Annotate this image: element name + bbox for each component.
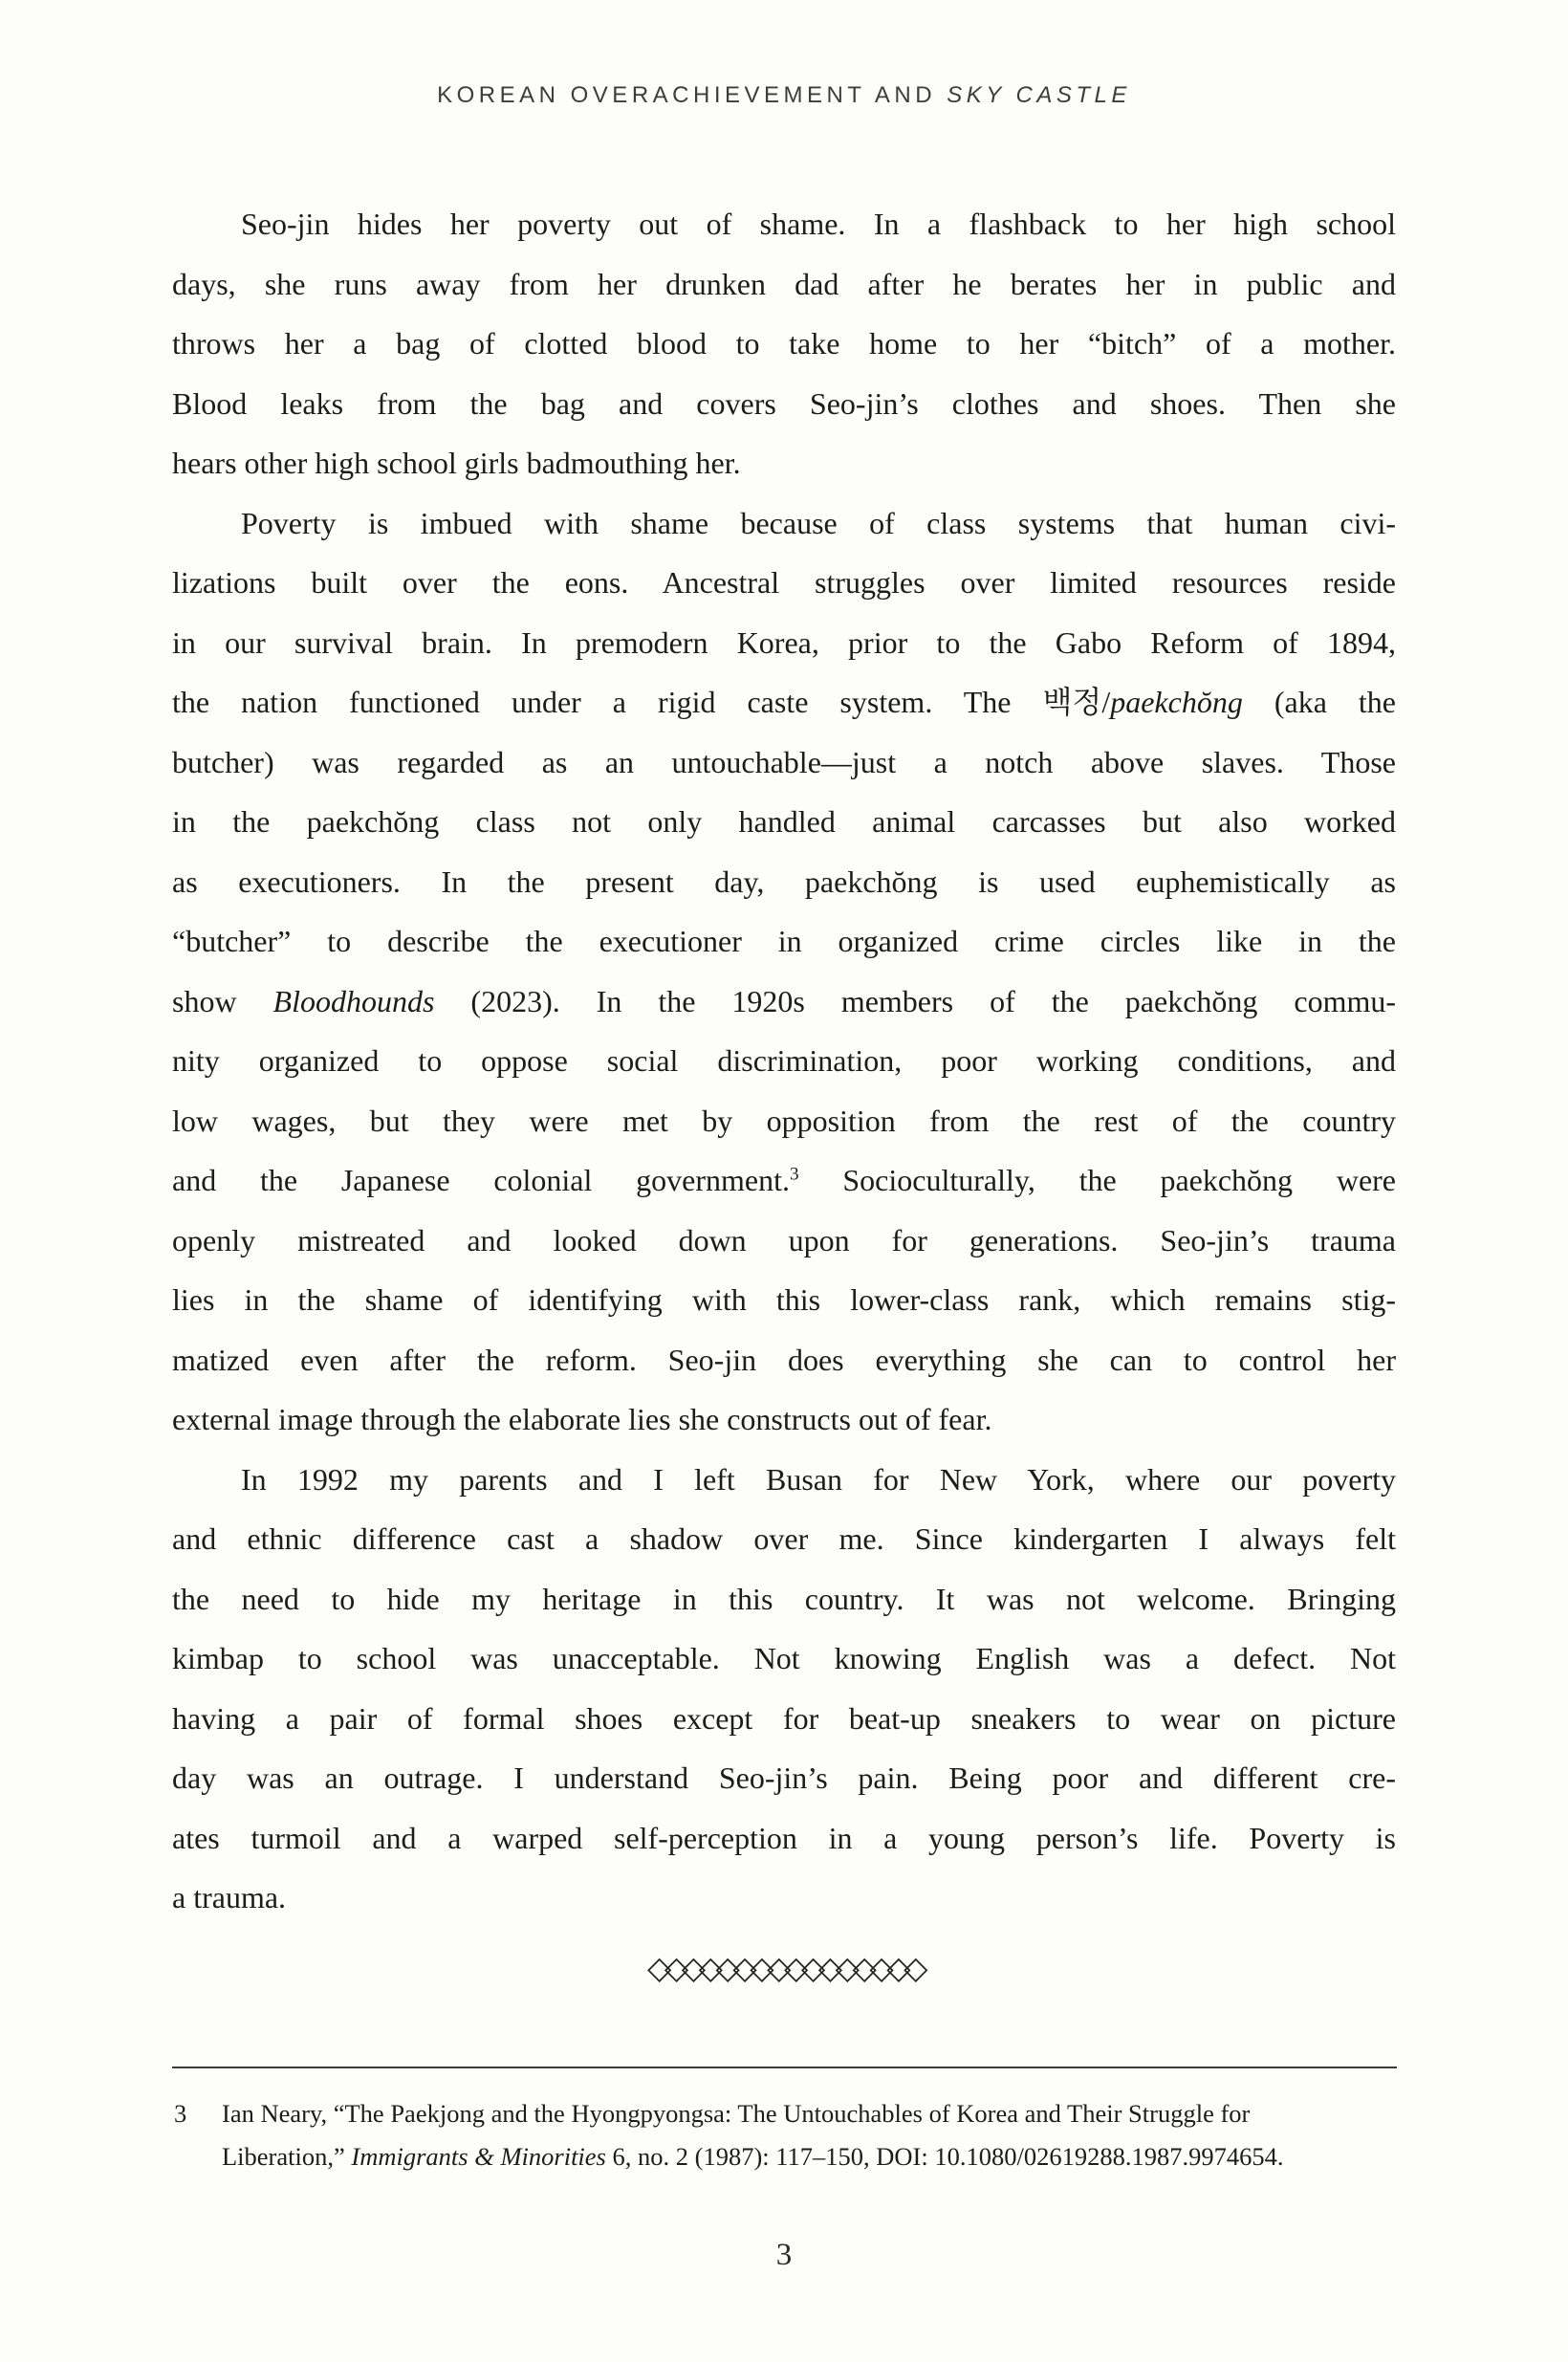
text-line <box>172 1031 1396 1091</box>
paragraph <box>172 1450 1396 1928</box>
text-line <box>172 1270 1396 1330</box>
running-header-book-title: SKY CASTLE <box>947 82 1131 108</box>
text-line <box>172 672 1396 733</box>
text-segment: Seo-jin hides her poverty out of shame. In a flashback to her high school <box>241 207 1396 241</box>
italic-text: Immigrants & Minorities <box>351 2142 606 2171</box>
running-header-title: KOREAN OVERACHIEVEMENT AND <box>437 82 947 108</box>
text-line <box>172 1868 1396 1928</box>
text-segment: kimbap to school was unacceptable. Not knowing English was a defect. Not <box>172 1641 1396 1675</box>
text-segment: a trauma. <box>172 1880 287 1914</box>
text-line <box>172 1509 1396 1569</box>
running-header <box>0 82 1568 109</box>
text-line <box>172 553 1396 613</box>
text-line <box>172 733 1396 793</box>
footnote-rule <box>172 2067 1397 2068</box>
text-line <box>172 1150 1396 1211</box>
text-segment: (2023). In the 1920s members of the paekchŏng commu- <box>434 983 1397 1018</box>
text-segment: ates turmoil and a warped self-perception in a young person’s life. Poverty is <box>172 1820 1396 1855</box>
text-segment: butcher) was regarded as an untouchable—just a notch above slaves. Those <box>172 744 1396 779</box>
footnote-line <box>222 2092 1396 2135</box>
text-line <box>172 1450 1396 1510</box>
text-line <box>172 194 1396 254</box>
text-line <box>172 613 1396 673</box>
text-segment: external image through the elaborate lies she constructs out of fear. <box>172 1402 992 1436</box>
footnote-number: 3 <box>174 2099 187 2128</box>
text-segment: openly mistreated and looked down upon for generations. Seo-jin’s trauma <box>172 1222 1396 1258</box>
text-line <box>172 911 1396 972</box>
text-segment: as executioners. In the present day, paekchŏng is used euphemistically as <box>172 864 1396 899</box>
text-line <box>172 433 1396 493</box>
text-segment: Blood leaks from the bag and covers Seo-jin’s clothes and shoes. Then she <box>172 385 1396 421</box>
text-segment: having a pair of formal shoes except for beat-up sneakers to wear on picture <box>172 1700 1396 1736</box>
text-segment: and the Japanese colonial government. <box>172 1163 791 1197</box>
footnote-line <box>222 2135 1396 2178</box>
text-line <box>172 1389 1396 1450</box>
text-segment: day was an outrage. I understand Seo-jin’s pain. Being poor and different cre- <box>172 1761 1396 1795</box>
text-line <box>172 1629 1396 1689</box>
text-line <box>172 1091 1396 1151</box>
paragraph <box>172 493 1396 1450</box>
text-segment: lies in the shame of identifying with this lower-class rank, which remains stig- <box>172 1282 1396 1317</box>
text-segment: in the paekchŏng class not only handled animal carcasses but also worked <box>172 804 1396 839</box>
text-segment: in our survival brain. In premodern Korea, prior to the Gabo Reform of 1894, <box>172 624 1396 660</box>
text-line <box>172 1748 1396 1808</box>
footnote-lines <box>222 2092 1396 2178</box>
page-number: 3 <box>775 2238 793 2272</box>
text-segment: In 1992 my parents and I left Busan for New York, where our poverty <box>241 1461 1396 1497</box>
footnote-reference-marker: 3 <box>790 1164 799 1185</box>
text-segment: the need to hide my heritage in this country. It was not welcome. Bringing <box>172 1581 1396 1616</box>
text-segment: nity organized to oppose social discrimination, poor working conditions, and <box>172 1043 1396 1078</box>
text-line <box>172 374 1396 434</box>
body-text <box>172 194 1396 1928</box>
paragraph <box>172 194 1396 493</box>
text-segment: the nation functioned under a rigid caste system. The 백정/ <box>172 685 1111 719</box>
text-segment: show <box>172 983 273 1018</box>
italic-text: paekchŏng <box>1110 685 1243 719</box>
text-line <box>172 493 1396 554</box>
text-segment: 6, no. 2 (1987): 117–150, DOI: 10.1080/02619288.1987.9974654. <box>605 2142 1284 2171</box>
text-line <box>172 1689 1396 1749</box>
italic-text: Bloodhounds <box>272 983 435 1018</box>
text-segment: days, she runs away from her drunken dad after he berates her in public and <box>172 266 1396 301</box>
text-line <box>172 972 1396 1032</box>
text-segment: lizations built over the eons. Ancestral struggles over limited resources reside <box>172 565 1396 600</box>
text-line <box>172 254 1396 315</box>
text-segment: Liberation,” <box>222 2142 352 2171</box>
text-segment: low wages, but they were met by opposition from the rest of the country <box>172 1103 1396 1138</box>
text-segment: and ethnic difference cast a shadow over me. Since kindergarten I always felt <box>172 1521 1396 1556</box>
text-line <box>172 1211 1396 1271</box>
text-line <box>172 792 1396 852</box>
text-line <box>172 1569 1396 1629</box>
text-line <box>172 852 1396 912</box>
text-segment: “butcher” to describe the executioner in organized crime circles like in the <box>172 924 1396 958</box>
text-line <box>172 1808 1396 1869</box>
text-segment: throws her a bag of clotted blood to take home to her “bitch” of a mother. <box>172 326 1396 361</box>
text-segment: Socioculturally, the paekchŏng were <box>798 1163 1396 1197</box>
section-divider: ◇◇◇◇◇◇◇◇◇◇◇◇◇◇◇◇ <box>646 1949 922 1986</box>
text-segment: matized even after the reform. Seo-jin does everything she can to control her <box>172 1342 1396 1377</box>
text-segment: hears other high school girls badmouthing her. <box>172 446 741 480</box>
text-segment: Poverty is imbued with shame because of class systems that human civi- <box>241 505 1396 540</box>
text-line <box>172 1330 1396 1390</box>
text-line <box>172 314 1396 374</box>
footnote <box>172 2092 1396 2178</box>
text-segment: (aka the <box>1242 685 1396 719</box>
text-segment: Ian Neary, “The Paekjong and the Hyongpyongsa: The Untouchables of Korea and Their Struggle for <box>222 2099 1251 2128</box>
